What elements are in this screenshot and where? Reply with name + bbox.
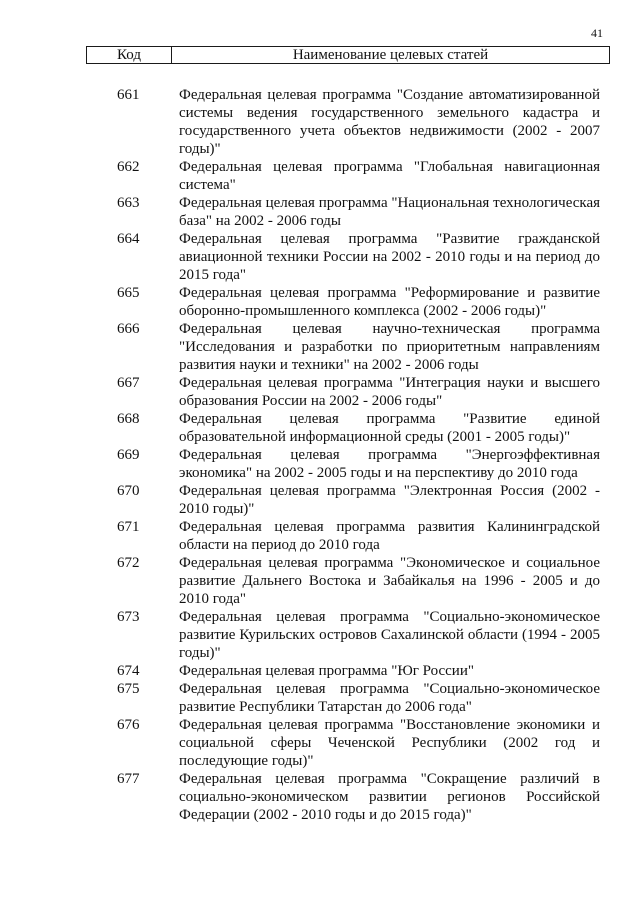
entry-code: 669: [117, 447, 140, 463]
entry-code: 677: [117, 771, 140, 787]
list-item: [0, 230, 640, 284]
list-item: [0, 446, 640, 482]
column-header-name: Наименование целевых статей: [292, 47, 489, 63]
entry-code: 668: [117, 411, 140, 427]
entry-title: Федеральная целевая программа развития Калининградской области на период до 2010 года: [179, 519, 600, 553]
list-item: [0, 482, 640, 518]
list-item: [0, 86, 640, 158]
list-item: [0, 284, 640, 320]
entry-code: 661: [117, 87, 140, 103]
entry-code: 676: [117, 717, 140, 733]
list-item: [0, 716, 640, 770]
entry-title: Федеральная целевая программа "Социально-экономическое развитие Республики Татарстан до 2006 года": [179, 681, 600, 715]
list-item: [0, 518, 640, 554]
entry-code: 663: [117, 195, 140, 211]
entry-code: 665: [117, 285, 140, 301]
list-item: [0, 770, 640, 824]
entry-code: 675: [117, 681, 140, 697]
list-item: [0, 608, 640, 662]
entry-title: Федеральная целевая программа "Развитие единой образовательной информационной среды (2001 - 2005 годы)": [179, 411, 600, 445]
entry-title: Федеральная целевая программа "Интеграция науки и высшего образования России на 2002 - 2006 годы": [179, 375, 600, 409]
list-item: [0, 374, 640, 410]
entry-title: Федеральная целевая программа "Энергоэффективная экономика" на 2002 - 2005 годы и на перспективу до 2010 года: [179, 447, 600, 481]
entry-code: 673: [117, 609, 140, 625]
entry-code: 667: [117, 375, 140, 391]
list-item: [0, 554, 640, 608]
entry-title: Федеральная целевая программа "Экономическое и социальное развитие Дальнего Востока и Забайкалья на 1996 - 2005 и до 2010 года": [179, 555, 600, 607]
entry-code: 662: [117, 159, 140, 175]
entry-title: Федеральная целевая программа "Глобальная навигационная система": [179, 159, 600, 193]
list-item: [0, 158, 640, 194]
entries-list: [0, 86, 640, 824]
list-item: [0, 680, 640, 716]
entry-title: Федеральная целевая программа "Национальная технологическая база" на 2002 - 2006 годы: [179, 195, 600, 229]
entry-code: 672: [117, 555, 140, 571]
entry-title: Федеральная целевая программа "Реформирование и развитие оборонно-промышленного комплекса (2002 - 2006 годы)": [179, 285, 600, 319]
entry-title: Федеральная целевая программа "Создание автоматизированной системы ведения государственного земельного кадастра и государственного учета объектов недвижимости (2002 - 2007 годы)": [179, 87, 600, 157]
entry-title: Федеральная целевая программа "Социально-экономическое развитие Курильских островов Сахалинской области (1994 - 2005 годы)": [179, 609, 600, 661]
table-header: [86, 46, 610, 64]
entry-code: 666: [117, 321, 140, 337]
entry-title: Федеральная целевая программа "Юг России": [179, 663, 474, 679]
entry-title: Федеральная целевая программа "Развитие гражданской авиационной техники России на 2002 - 2010 годы и на период до 2015 года": [179, 231, 600, 283]
list-item: [0, 410, 640, 446]
list-item: [0, 320, 640, 374]
entry-title: Федеральная целевая программа "Электронная Россия (2002 - 2010 годы)": [179, 483, 600, 517]
entry-code: 670: [117, 483, 140, 499]
column-header-code: Код: [87, 47, 172, 63]
entry-title: Федеральная целевая программа "Сокращение различий в социально-экономическом развитии регионов Российской Федерации (2002 - 2010 годы и до 2015 года)": [179, 771, 600, 823]
list-item: [0, 662, 640, 680]
page-number: 41: [591, 26, 603, 40]
entry-code: 664: [117, 231, 140, 247]
list-item: [0, 194, 640, 230]
entry-code: 671: [117, 519, 140, 535]
entry-title: Федеральная целевая научно-техническая программа "Исследования и разработки по приоритетным направлениям развития науки и техники" на 2002 - 2006 годы: [179, 321, 600, 373]
entry-title: Федеральная целевая программа "Восстановление экономики и социальной сферы Чеченской Республики (2002 год и последующие годы)": [179, 717, 600, 769]
entry-code: 674: [117, 663, 140, 679]
